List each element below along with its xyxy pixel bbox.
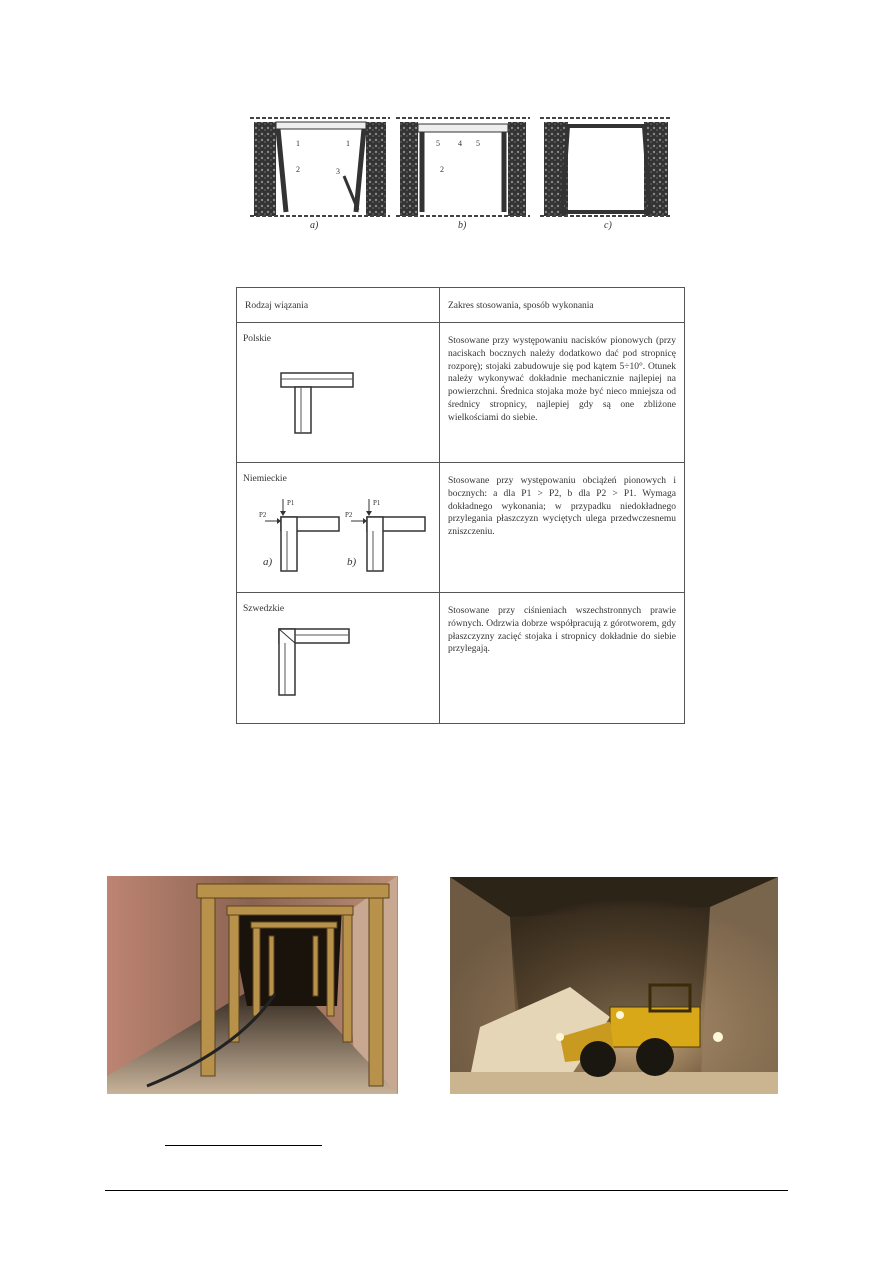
row-desc-polish: Stosowane przy występowaniu nacisków pionowych (przy naciskach bocznych należy dodatkowo dać pod stropnicę rozporę); stojaki zabudowuje się pod kątem 5÷10°. Otunek należy wykonywać dokładnie mechanicznie najlepiej na powierzchni. Średnica stojaka może być nieco mniejsza od średnicy stropnicy, najlepiej gdy są one zbliżone wielkościami do siebie. [448, 336, 676, 423]
callout-3: 3 [336, 167, 340, 176]
callout-2: 2 [296, 165, 300, 174]
svg-text:P2: P2 [345, 511, 353, 519]
page-bottom-rule [105, 1190, 788, 1191]
panel-label-a: a) [310, 220, 319, 231]
panel-label-c: c) [604, 220, 612, 231]
panel-label-b: b) [458, 220, 467, 231]
svg-text:P1: P1 [287, 499, 295, 507]
callout-1b: 1 [346, 139, 350, 148]
svg-text:a): a) [263, 556, 273, 568]
callout-5b: 5 [476, 139, 480, 148]
row-name-german: Niemieckie [243, 474, 287, 484]
sketch-panel-b [396, 118, 530, 231]
polish-joint-sketch [277, 371, 357, 435]
sketch-panel-a [250, 118, 390, 231]
row-desc-swedish: Stosowane przy ciśnieniach wszechstronnych prawie równych. Odrzwia dobrze współpracują z górotworem, gdy płaszczyzny zacięć stojaka i stropnicy dokładnie do siebie przylegają. [448, 606, 676, 655]
header-application: Zakres stosowania, sposób wykonania [440, 288, 685, 323]
svg-text:b): b) [347, 556, 357, 568]
callout-2b: 2 [440, 165, 444, 174]
salt-chamber-loader-photo [450, 877, 778, 1094]
german-joint-sketch [247, 493, 437, 573]
timbering-sketches-figure [248, 108, 673, 234]
sketch-panel-c [540, 118, 672, 231]
header-joint-type: Rodzaj wiązania [237, 288, 440, 323]
row-name-polish: Polskie [243, 334, 271, 344]
svg-text:P1: P1 [373, 499, 381, 507]
callout-1: 1 [296, 139, 300, 148]
row-polish-left [237, 323, 440, 463]
mine-gallery-photo [107, 876, 398, 1094]
callout-4: 4 [458, 139, 462, 148]
footnote-separator [165, 1145, 322, 1146]
svg-text:P2: P2 [259, 511, 267, 519]
row-swedish-left [237, 593, 440, 724]
row-desc-german: Stosowane przy występowaniu obciążeń pionowych i bocznych: a dla P1 > P2, b dla P2 > P1. Wymaga dokładnego wykonania; w przypadku niedokładnego przylegania płaszczyzn wyciętych ulega przedwczesnemu zniszczeniu. [448, 476, 676, 538]
row-name-swedish: Szwedzkie [243, 604, 285, 614]
swedish-joint-sketch [275, 627, 355, 699]
joint-types-table [236, 287, 685, 724]
row-german-left [237, 463, 440, 593]
callout-5: 5 [436, 139, 440, 148]
